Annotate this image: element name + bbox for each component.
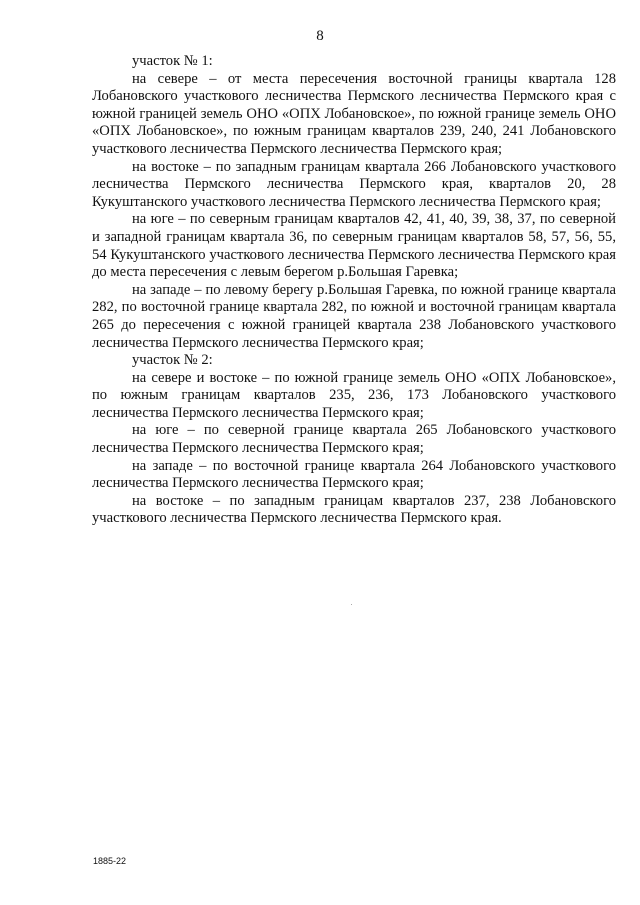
section-title-1: участок № 1: — [132, 53, 213, 69]
scan-speck — [351, 604, 352, 605]
document-code: 1885-22 — [93, 856, 127, 866]
paragraph-south-1: на юге – по северным границам кварталов 42, 41, 40, 39, 38, 37, по северной и западной границам квартала 36, по северным границам кварталов 58, 57, 56, 55, 54 Кукуштанского участкового лесничества Пермского лесничества Пермского края до места пересечения с левым берегом р.Большая Гаревка; — [92, 211, 616, 281]
page-number: 8 — [316, 28, 324, 44]
paragraph-east-1: на востоке – по западным границам квартала 266 Лобановского участкового лесничества Пермского лесничества Пермского края, кварталов 20, 28 Кукуштанского участкового лесничества Пермского лесничества Пермского края; — [92, 158, 616, 210]
document-body — [92, 53, 616, 528]
paragraph-north-east-2: на севере и востоке – по южной границе земель ОНО «ОПХ Лобановское», по южным границам кварталов 235, 236, 173 Лобановского участкового лесничества Пермского лесничества Пермского края; — [92, 369, 616, 421]
paragraph-east-2: на востоке – по западным границам кварталов 237, 238 Лобановского участкового лесничества Пермского лесничества Пермского края. — [92, 492, 616, 527]
paragraph-north-1: на севере – от места пересечения восточной границы квартала 128 Лобановского участкового лесничества Пермского лесничества Пермского края с южной границей земель ОНО «ОПХ Лобановское», по южной границе земель ОНО «ОПХ Лобановское», по южным границам кварталов 239, 240, 241 Лобановского участкового лесничества Пермского лесничества Пермского края; — [92, 70, 616, 157]
paragraph-west-1: на западе – по левому берегу р.Большая Гаревка, по южной границе квартала 282, по восточной границе квартала 282, по южной и восточной границам квартала 265 до пересечения с южной границей квартала 238 Лобановского участкового лесничества Пермского лесничества Пермского края; — [92, 281, 616, 351]
section-title-2: участок № 2: — [132, 352, 213, 369]
paragraph-south-2: на юге – по северной границе квартала 265 Лобановского участкового лесничества Пермского лесничества Пермского края; — [92, 422, 616, 457]
paragraph-west-2: на западе – по восточной границе квартала 264 Лобановского участкового лесничества Пермского лесничества Пермского края; — [92, 457, 616, 492]
